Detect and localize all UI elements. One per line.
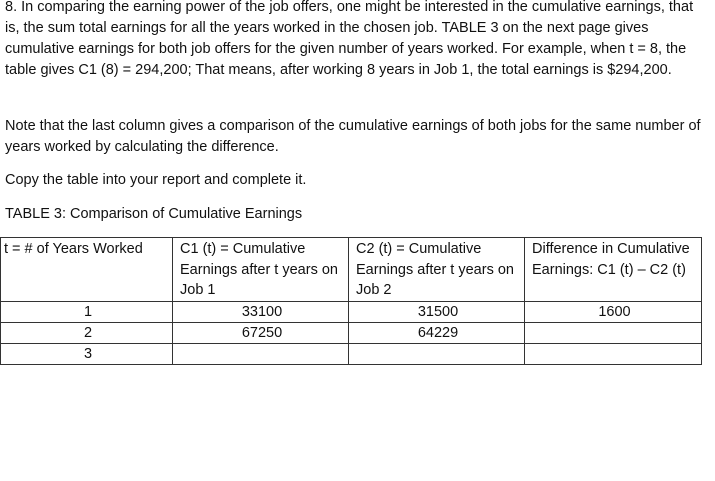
cell-years: 2 <box>1 322 173 343</box>
header-c1-cumulative: C1 (t) = Cumulative Earnings after t years on Job 1 <box>173 238 349 302</box>
cell-years: 3 <box>1 343 173 364</box>
note-paragraph: Note that the last column gives a comparison of the cumulative earnings of both jobs for the same number of years worked by calculating the difference. <box>5 118 701 155</box>
cell-c1: 67250 <box>173 322 349 343</box>
table-caption: TABLE 3: Comparison of Cumulative Earnings <box>5 206 303 222</box>
intro-paragraph: 8. In comparing the earning power of the job offers, one might be interested in the cumulative earnings, that is, the sum total earnings for all the years worked in the chosen job. TABLE 3 on the next page gives cumulative earnings for both job offers for the given number of years worked. For example, when t = 8, the table gives C1 (8) = 294,200; That means, after working 8 years in Job 1, the total earnings is $294,200. <box>5 0 694 78</box>
cell-c2 <box>349 343 525 364</box>
table-row <box>1 343 702 364</box>
cumulative-earnings-table <box>0 237 702 365</box>
cell-difference <box>525 343 702 364</box>
header-c2-cumulative: C2 (t) = Cumulative Earnings after t years on Job 2 <box>349 238 525 302</box>
cell-difference: 1600 <box>525 301 702 322</box>
cell-years: 1 <box>1 301 173 322</box>
cell-c1: 33100 <box>173 301 349 322</box>
table-row <box>1 322 702 343</box>
cell-c2: 31500 <box>349 301 525 322</box>
table-row <box>1 301 702 322</box>
instruction-paragraph: Copy the table into your report and complete it. <box>5 172 307 188</box>
table-header-row <box>1 238 702 302</box>
header-years-worked: t = # of Years Worked <box>1 238 173 302</box>
cell-c2: 64229 <box>349 322 525 343</box>
cell-c1 <box>173 343 349 364</box>
cell-difference <box>525 322 702 343</box>
header-difference: Difference in Cumulative Earnings: C1 (t) – C2 (t) <box>525 238 702 302</box>
